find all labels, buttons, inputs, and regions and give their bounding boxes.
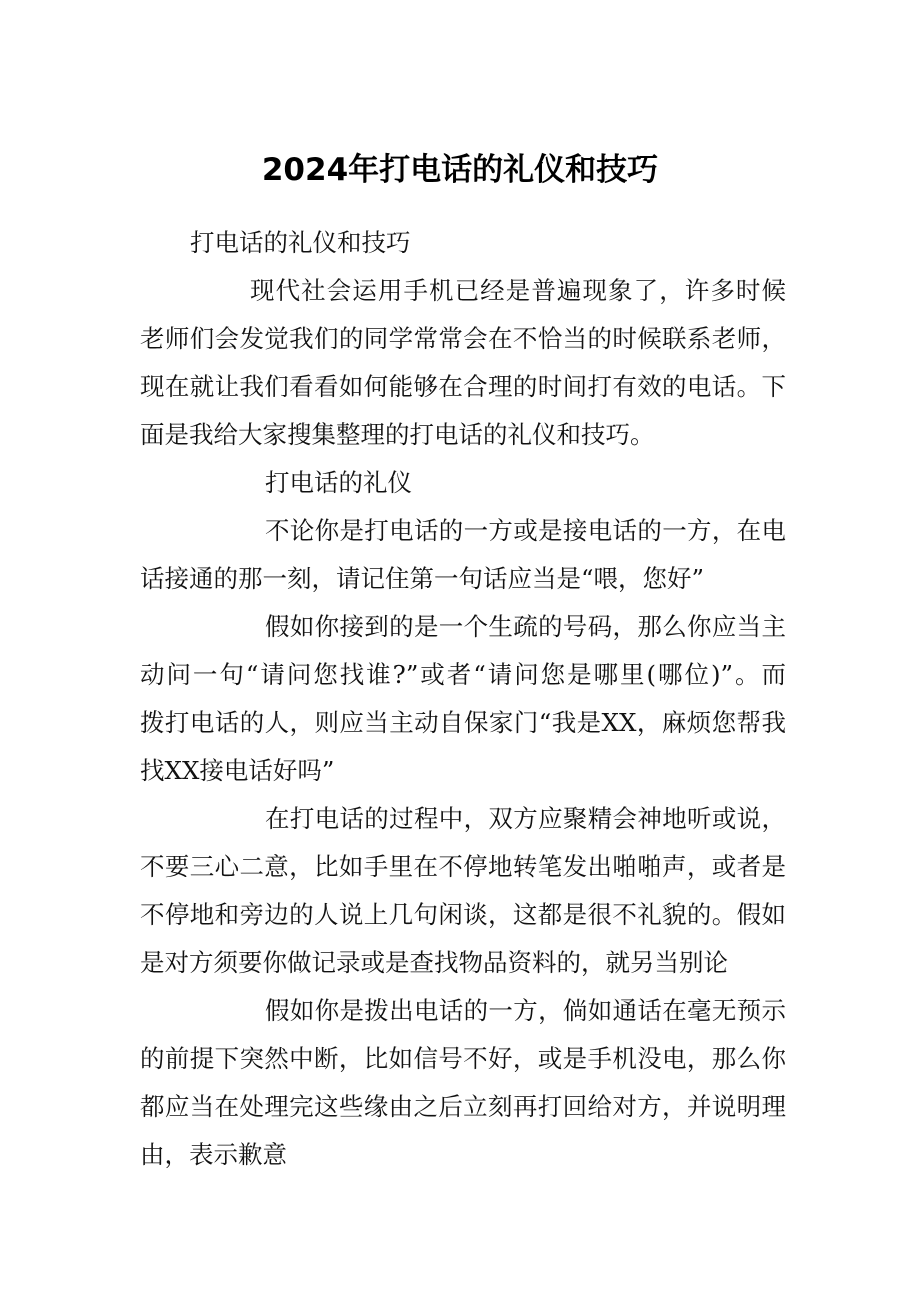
text-line: 是对方须要你做记录或是查找物品资料的，就另当别论 xyxy=(140,948,728,977)
text-line: 的前提下突然中断，比如信号不好，或是手机没电，那么你 xyxy=(140,1044,786,1073)
text-line: 不要三心二意，比如手里在不停地转笔发出啪啪声，或者是 xyxy=(140,852,786,881)
text-line: 不停地和旁边的人说上几句闲谈，这都是很不礼貌的。假如 xyxy=(140,900,786,929)
text-line: 打电话的礼仪和技巧 xyxy=(190,228,411,257)
text-line: 拨打电话的人，则应当主动自保家门“我是XX，麻烦您帮我 xyxy=(140,708,786,737)
document-title: 2024年打电话的礼仪和技巧 xyxy=(261,152,659,188)
text-line: 动问一句“请问您找谁?”或者“请问您是哪里(哪位)”。而 xyxy=(140,660,786,689)
text-line: 由，表示歉意 xyxy=(140,1140,287,1169)
text-line: 话接通的那一刻，请记住第一句话应当是“喂，您好” xyxy=(140,564,705,593)
text-line: 现在就让我们看看如何能够在合理的时间打有效的电话。下 xyxy=(140,372,786,401)
text-line: 打电话的礼仪 xyxy=(265,468,412,497)
text-line: 找XX接电话好吗” xyxy=(140,756,335,785)
text-line: 在打电话的过程中，双方应聚精会神地听或说， xyxy=(265,804,786,833)
text-line: 假如你接到的是一个生疏的号码，那么你应当主 xyxy=(265,612,786,641)
text-line: 现代社会运用手机已经是普遍现象了，许多时候 xyxy=(250,276,786,305)
text-line: 面是我给大家搜集整理的打电话的礼仪和技巧。 xyxy=(140,420,655,449)
text-line: 都应当在处理完这些缘由之后立刻再打回给对方，并说明理 xyxy=(140,1092,786,1121)
text-line: 老师们会发觉我们的同学常常会在不恰当的时候联系老师， xyxy=(140,324,786,353)
text-line: 不论你是打电话的一方或是接电话的一方，在电 xyxy=(265,516,786,545)
text-line: 假如你是拨出电话的一方，倘如通话在毫无预示 xyxy=(265,996,786,1025)
